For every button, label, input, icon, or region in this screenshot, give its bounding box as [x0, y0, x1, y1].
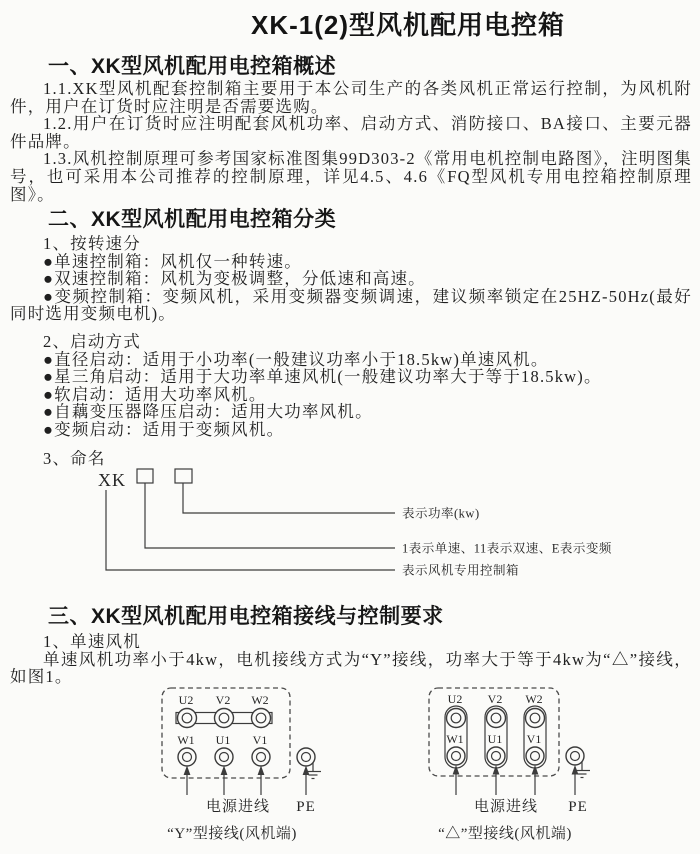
wiring-text-block — [10, 633, 692, 686]
naming-diagram — [80, 460, 640, 585]
list-item-speed-2: ●双速控制箱：风机为变极调整，分低速和高速。 — [43, 269, 426, 289]
section-overview-heading: 一、XK型风机配用电控箱概述 — [48, 55, 337, 78]
pe-terminal — [297, 748, 315, 766]
power-input-arrows — [453, 765, 579, 795]
pe-label: PE — [296, 799, 316, 815]
terminal-label-w2: W2 — [251, 693, 269, 707]
terminal-label-v2: V2 — [215, 693, 231, 707]
terminal-label-v1: V1 — [252, 733, 268, 747]
naming-code-boxes — [137, 469, 192, 483]
terminal-label-w1: W1 — [177, 733, 195, 747]
wiring-paragraph: 单速风机功率小于4kw，电机接线方式为“Y”接线，功率大于等于4kw为“△”接线，如图1。 — [10, 649, 692, 687]
naming-callout-lines — [106, 483, 395, 570]
list-item-speed-1: ●单速控制箱：风机仅一种转速。 — [43, 251, 302, 271]
wiring-diagram-y — [150, 685, 340, 853]
terminal-label-v2: V2 — [487, 692, 503, 706]
speed-group-label: 1、按转速分 — [43, 234, 141, 253]
single-speed-label: 1、单速风机 — [43, 632, 141, 651]
callout-speed-label: 1表示单速、11表示双速、E表示变频 — [402, 541, 612, 556]
list-item-start-1: ●直径启动：适用于小功率(一般建议功率小于18.5kw)单速风机。 — [43, 349, 549, 369]
section-classification-heading: 二、XK型风机配用电控箱分类 — [48, 208, 337, 231]
terminals-bottom-row — [178, 748, 270, 766]
terminals-top-row — [447, 709, 545, 728]
paragraph-1-3: 1.3.风机控制原理可参考国家标准图集99D303-2《常用电机控制电路图》，注明图集号，也可采用本公司推荐的控制原理，详见4.5、4.6《FQ型风机专用电控箱控制原理图》。 — [10, 149, 692, 204]
paragraph-1-1: 1.1.XK型风机配套控制箱主要用于本公司生产的各类风机正常运行控制，为风机附件，用户在订货时应注明是否需要选购。 — [10, 79, 692, 116]
terminal-label-u2: U2 — [447, 692, 463, 706]
terminals-top-row — [178, 709, 271, 728]
list-item-start-5: ●变频启动：适用于变频风机。 — [43, 419, 285, 439]
page-title: XK-1(2)型风机配用电控箱 — [251, 10, 566, 40]
pe-terminal — [566, 747, 584, 765]
diagram-caption-delta: “△”型接线(风机端) — [438, 826, 572, 842]
list-item-start-2: ●星三角启动：适用于大功率单速风机(一般建议功率大于等于18.5kw)。 — [43, 367, 602, 387]
terminals-bottom-row — [447, 747, 544, 765]
callout-type-label: 表示风机专用控制箱 — [402, 563, 520, 578]
list-item-start-4: ●自藕变压器降压启动：适用大功率风机。 — [43, 402, 373, 422]
terminal-label-v1: V1 — [526, 732, 542, 746]
power-input-label: 电源进线 — [473, 799, 539, 815]
list-item-speed-3: ●变频控制箱：变频风机，采用变频器变频调速，建议频率锁定在25HZ-50Hz(最好同时选用变频电机)。 — [10, 286, 692, 324]
classification-block — [10, 235, 692, 467]
wiring-diagram-delta — [420, 685, 620, 853]
section-wiring-heading: 三、XK型风机配用电控箱接线与控制要求 — [48, 605, 444, 628]
callout-power-label: 表示功率(kw) — [402, 506, 480, 521]
naming-prefix-text: XK — [98, 470, 126, 490]
power-input-label: 电源进线 — [205, 799, 271, 815]
terminal-label-w1: W1 — [446, 732, 464, 746]
terminal-label-w2: W2 — [525, 692, 543, 706]
overview-paragraphs — [10, 80, 692, 203]
list-item-start-3: ●软启动：适用大功率风机。 — [43, 384, 267, 404]
diagram-caption-y: “Y”型接线(风机端) — [167, 826, 297, 842]
terminal-label-u1: U1 — [215, 733, 231, 747]
terminal-label-u2: U2 — [178, 693, 194, 707]
naming-group-label: 3、命名 — [43, 448, 106, 468]
start-group-label: 2、启动方式 — [43, 331, 141, 351]
terminal-label-u1: U1 — [487, 732, 503, 746]
pe-label: PE — [568, 799, 588, 815]
paragraph-1-2: 1.2.用户在订货时应注明配套风机功率、启动方式、消防接口、BA接口、主要元器件品牌。 — [10, 114, 692, 151]
